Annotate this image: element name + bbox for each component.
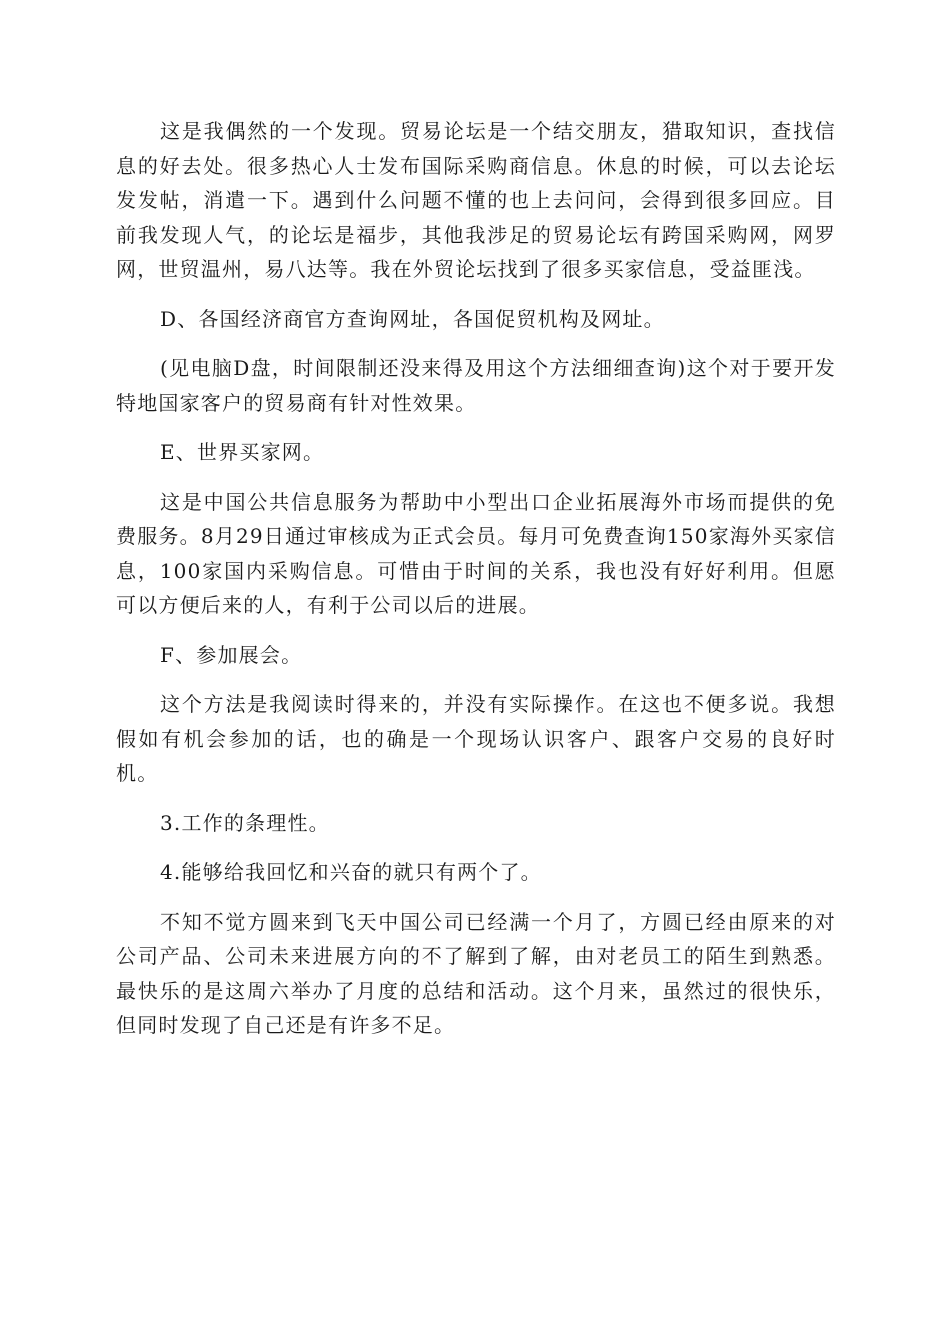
paragraph-d-note: (见电脑D盘，时间限制还没来得及用这个方法细细查询)这个对于要开发特地国家客户的贸易商有针对性效果。 bbox=[116, 356, 836, 415]
paragraph-heading-e: E、世界买家网。 bbox=[160, 440, 325, 464]
paragraph-heading-f: F、参加展会。 bbox=[160, 642, 303, 667]
paragraph-world-buyers: 这是中国公共信息服务为帮助中小型出口企业拓展海外市场而提供的免费服务。8月29日通过审核成为正式会员。每月可免费查询150家海外买家信息，100家国内采购信息。可惜由于时间的关系，我也没有好好利用。但愿可以方便后来的人，有利于公司以后的进展。 bbox=[116, 489, 836, 617]
paragraph-heading-d: D、各国经济商官方查询网址，各国促贸机构及网址。 bbox=[160, 306, 665, 331]
document-page bbox=[116, 114, 836, 1058]
paragraph-forum: 这是我偶然的一个发现。贸易论坛是一个结交朋友，猎取知识，查找信息的好去处。很多热心人士发布国际采购商信息。休息的时候，可以去论坛发发帖，消遣一下。遇到什么问题不懂的也上去问问，会得到很多回应。目前我发现人气，的论坛是福步，其他我涉足的贸易论坛有跨国采购网，网罗网，世贸温州，易八达等。我在外贸论坛找到了很多买家信息，受益匪浅。 bbox=[116, 119, 836, 281]
paragraph-exhibition: 这个方法是我阅读时得来的，并没有实际操作。在这也不便多说。我想假如有机会参加的话，也的确是一个现场认识客户、跟客户交易的良好时机。 bbox=[116, 692, 836, 785]
paragraph-item-4: 4.能够给我回忆和兴奋的就只有两个了。 bbox=[160, 860, 542, 884]
paragraph-item-3: 3.工作的条理性。 bbox=[160, 810, 330, 835]
paragraph-summary: 不知不觉方圆来到飞天中国公司已经满一个月了，方圆已经由原来的对公司产品、公司未来进展方向的不了解到了解，由对老员工的陌生到熟悉。最快乐的是这周六举办了月度的总结和活动。这个月来，虽然过的很快乐，但同时发现了自己还是有许多不足。 bbox=[116, 909, 836, 1037]
